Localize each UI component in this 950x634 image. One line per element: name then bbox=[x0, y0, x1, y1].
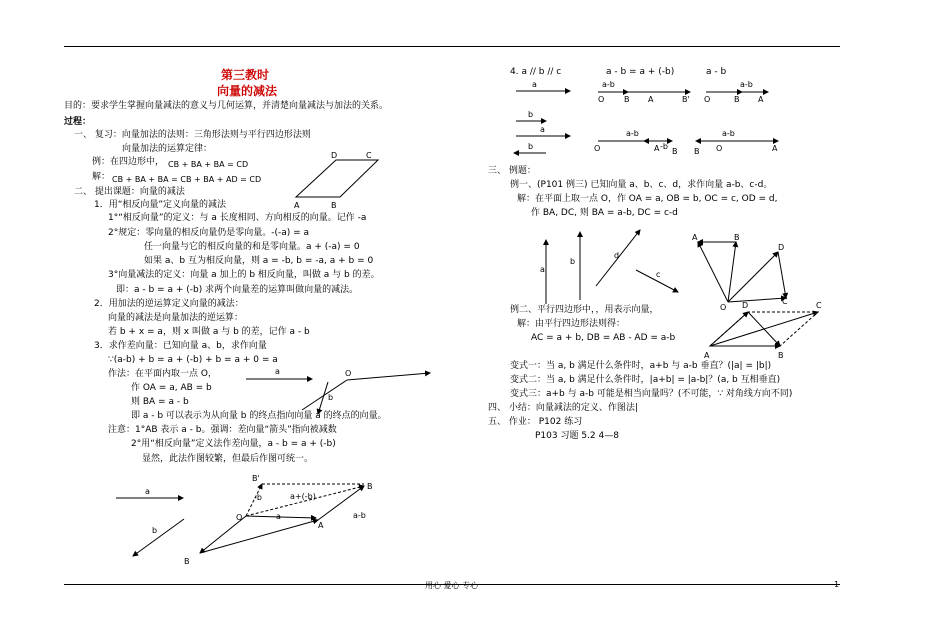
review-line: 一、 复习：向量加法的法则：三角形法则与平行四边形法则 bbox=[74, 130, 311, 140]
svg-text:a-b: a-b bbox=[626, 129, 639, 138]
svg-text:a-b: a-b bbox=[722, 129, 735, 138]
parallel-vectors-figure bbox=[514, 80, 778, 156]
svg-text:B: B bbox=[734, 233, 740, 242]
svg-text:A: A bbox=[654, 144, 660, 153]
svg-text:B: B bbox=[778, 351, 784, 360]
parallel-case-label: 4. a // b // c bbox=[510, 67, 562, 77]
lesson-topic-title: 向量的减法 bbox=[217, 84, 278, 98]
construction-conclusion: 即 a - b 可以表示为从向量 b 的终点指向向量 a 的终点的向量。 bbox=[131, 411, 387, 421]
label-a-plus-neg-b: a+(-b) bbox=[290, 492, 316, 501]
page-number: 1 bbox=[834, 580, 840, 589]
example-2-solution-1: 解：由平行四边形法则得： bbox=[517, 319, 626, 329]
svg-text:A: A bbox=[648, 95, 654, 104]
note-line-2: 2°用“相反向量”定义法作差向量，a - b = a + (-b) bbox=[131, 439, 336, 449]
variant-1: 变式一：当 a, b 满足什么条件时，a+b 与 a-b 垂直？(|a| = |b|) bbox=[510, 361, 772, 371]
inverse-operation-line: 向量的减法是向量加法的逆运算： bbox=[108, 313, 244, 323]
examples-heading: 三、 例题： bbox=[488, 166, 536, 176]
svg-text:A: A bbox=[692, 233, 698, 242]
svg-text:B: B bbox=[694, 147, 700, 156]
note-line-3: 显然，此法作图较繁，但最后作图可统一。 bbox=[142, 454, 314, 464]
svg-text:d: d bbox=[614, 251, 620, 260]
svg-text:D: D bbox=[742, 301, 749, 310]
solution-formula: CB + BA + BA = CB + BA + AD = CD bbox=[112, 175, 262, 184]
label-O: O bbox=[345, 369, 352, 378]
footer-motto: 用心 爱心 专心 bbox=[425, 581, 479, 590]
label-D: D bbox=[331, 151, 338, 160]
construction-line: 作法：在平面内取一点 O， bbox=[108, 369, 217, 379]
sum-with-opposite-rule: 任一向量与它的相反向量的和是零向量。a + (-a) = 0 bbox=[144, 242, 360, 252]
method-2-line: 2．用加法的逆运算定义向量的减法： bbox=[94, 299, 244, 309]
addition-laws-line: 向量加法的运算定律： bbox=[122, 144, 213, 154]
label-a: a bbox=[275, 367, 280, 376]
subtraction-definition: 3°向量减法的定义：向量 a 加上的 b 相反向量，叫做 a 与 b 的差。 bbox=[108, 270, 380, 280]
label-a-2: a bbox=[145, 487, 150, 496]
svg-text:O: O bbox=[598, 95, 605, 104]
svg-text:C: C bbox=[816, 301, 822, 310]
svg-text:O: O bbox=[716, 144, 723, 153]
svg-text:B': B' bbox=[682, 95, 690, 104]
svg-text:b: b bbox=[528, 142, 534, 151]
parallel-case-formula: a - b = a + (-b) bbox=[606, 67, 675, 77]
homework-exercises: P103 习题 5.2 4—8 bbox=[535, 431, 619, 441]
svg-text:A: A bbox=[758, 95, 764, 104]
example-1-solution-2: 作 BA, DC, 则 BA = a-b, DC = c-d bbox=[531, 208, 678, 218]
label-a-3: a bbox=[276, 512, 281, 521]
derivation-line: ∵(a-b) + b = a + (-b) + b = a + 0 = a bbox=[108, 355, 278, 365]
svg-text:B: B bbox=[624, 95, 630, 104]
svg-text:c: c bbox=[656, 270, 661, 279]
difference-definition-line: 若 b + x = a，则 x 叫做 a 与 b 的差，记作 a - b bbox=[108, 327, 310, 337]
example-2-statement: 例二、平行四边形中，，用表示向量， bbox=[510, 305, 659, 315]
process-heading: 过程： bbox=[64, 117, 92, 127]
svg-text:B: B bbox=[734, 95, 740, 104]
opposite-vector-definition: 1°“相反向量”的定义：与 a 长度相同、方向相反的向量。记作 -a bbox=[108, 213, 367, 223]
method-3-line: 3．求作差向量：已知向量 a、b，求作向量 bbox=[94, 341, 267, 351]
svg-text:-b: -b bbox=[660, 142, 668, 151]
svg-text:O: O bbox=[720, 303, 727, 312]
svg-text:a: a bbox=[540, 125, 545, 134]
svg-text:A: A bbox=[772, 144, 778, 153]
label-a-minus-b: a-b bbox=[353, 511, 366, 520]
svg-text:b: b bbox=[528, 110, 534, 119]
svg-text:B: B bbox=[672, 147, 678, 156]
svg-text:C: C bbox=[782, 297, 788, 306]
svg-text:O: O bbox=[704, 95, 711, 104]
lesson-number-title: 第三教时 bbox=[221, 68, 270, 82]
construction-figure bbox=[246, 367, 430, 414]
label-b: b bbox=[328, 393, 334, 402]
label-b-2: b bbox=[152, 526, 158, 535]
svg-text:b: b bbox=[570, 257, 576, 266]
example-1-statement: 例一、(P101 例三) 已知向量 a、b、c、d，求作向量 a-b、c-d。 bbox=[510, 180, 773, 190]
construction-step-1: 作 OA = a, AB = b bbox=[131, 383, 212, 393]
parallel-case-diff: a - b bbox=[706, 67, 727, 77]
label-A: A bbox=[294, 201, 300, 210]
svg-text:a: a bbox=[532, 80, 537, 89]
label-A-2: A bbox=[318, 521, 324, 530]
parallelogram-figure bbox=[294, 151, 378, 210]
svg-text:a: a bbox=[540, 265, 545, 274]
negative-b-figure bbox=[116, 474, 373, 566]
label-C: C bbox=[366, 151, 372, 160]
note-line-1: 注意：1°AB 表示 a - b。强调：差向量“箭头”指向被减数 bbox=[108, 425, 337, 435]
variant-2: 变式二：当 a, b 满足什么条件时，|a+b| = |a-b|？(a, b 互相垂直) bbox=[510, 375, 781, 385]
method-1-line: 1．用“相反向量”定义向量的减法 bbox=[94, 200, 227, 210]
variant-3: 变式三：a+b 与 a-b 可能是相当向量吗？(不可能，∵ 对角线方向不同) bbox=[510, 389, 793, 399]
example-formula: CB + BA + BA = CD bbox=[168, 160, 249, 169]
svg-text:O: O bbox=[594, 144, 601, 153]
label-B: B bbox=[331, 201, 337, 210]
zero-vector-rule: 2°规定：零向量的相反向量仍是零向量。-(-a) = a bbox=[108, 228, 310, 238]
example-1-vectors bbox=[540, 230, 788, 312]
construction-step-2: 则 BA = a - b bbox=[131, 397, 189, 407]
label-Bprime: B' bbox=[252, 474, 260, 483]
solution-label: 解： bbox=[92, 172, 111, 182]
summary-line: 四、 小结：向量减法的定义、作图法| bbox=[488, 403, 638, 413]
svg-text:A: A bbox=[704, 351, 710, 360]
example-1-solution-1: 解：在平面上取一点 O，作 OA = a, OB = b, OC = c, OD = d, bbox=[517, 194, 778, 204]
subtraction-formula-line: 即：a - b = a + (-b) 求两个向量差的运算叫做向量的减法。 bbox=[116, 285, 359, 295]
objective-line: 目的：要求学生掌握向量减法的意义与几何运算，并清楚向量减法与加法的关系。 bbox=[64, 101, 389, 111]
example-line: 例：在四边形中， bbox=[92, 157, 165, 167]
example-2-solution-2: AC = a + b, DB = AB - AD = a-b bbox=[531, 333, 676, 343]
label-B-2: B bbox=[184, 557, 190, 566]
label-O-2: O bbox=[236, 513, 243, 522]
label-neg-b: -b bbox=[254, 493, 262, 502]
label-B-3: B bbox=[367, 482, 373, 491]
svg-text:D: D bbox=[778, 243, 785, 252]
topic-intro-line: 二、 提出课题：向量的减法 bbox=[74, 187, 185, 197]
svg-text:a-b: a-b bbox=[602, 80, 615, 89]
mutual-opposite-rule: 如果 a、b 互为相反向量，则 a = -b, b = -a, a + b = 0 bbox=[144, 256, 374, 266]
svg-text:a-b: a-b bbox=[740, 80, 753, 89]
homework-line: 五、 作业： P102 练习 bbox=[488, 417, 583, 427]
